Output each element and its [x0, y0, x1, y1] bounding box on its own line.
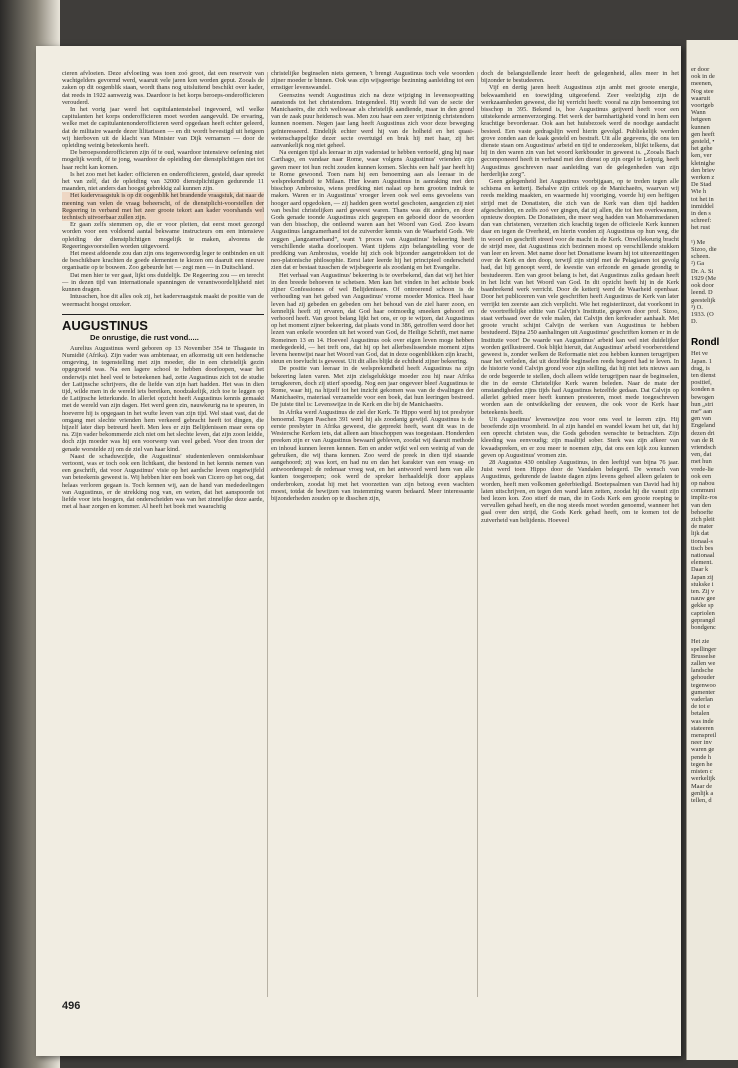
fragment-line: zallen we — [691, 660, 716, 668]
fragment-line: ven, dat — [691, 451, 712, 459]
paragraph: christelijke beginselen niets gemeen, 't brengt Augustinus toch vele woorden zijner moeder te binnen. Ook was zijn wijsgeerige bezinning aanleiding tot een ernstiger levenswandel. — [271, 70, 474, 92]
fragment-line: kunnen — [691, 123, 710, 131]
fragment-line: 1933. (O — [691, 310, 714, 318]
fragment-line: gesteld, • — [691, 138, 715, 146]
paragraph: In Afrika werd Augustinus de ziel der Kerk. Te Hippo werd hij tot presbyter benoemd. Tegen Paschen 391 werd hij als zoodanig gewijd. Augustinus is de eerste presbyter in Afrika geweest, die gepreekt heeft, want dit was in de Westersche Kerken iets, dat alleen aan bisschoppen was toegestaan. Honderden preeken zijn er van Augustinus bewaard gebleven, zoodat wij daaruit methode en inhoud kunnen leeren kennen. Een en ander wijkt wel een weinig af van de gebruiken, die wij thans kennen. Zoo werd de preek in dien tijd staande aangehoord; zij was kort, en had nu en dan het karakter van een vraag- en antwoordenspel: de redenaar vroeg wat, en het antwoord werd hem van alle kanten toegeroepen; ook werd de spreker herhaaldelijk door applaus onderbroken, zoodat hij met het voorzetten van zijn betoog even wachten moest, totdat de bewijzen van instemming waren bedaard. Meer interessante bijzonderheden zouden op te disschen zijn, — [271, 408, 474, 502]
fragment-line: waren ge — [691, 746, 715, 754]
fragment-line: voortgeb — [691, 102, 714, 110]
fragment-line: meenen, — [691, 80, 713, 88]
column-rule-2 — [477, 72, 478, 997]
fragment-line: Engeland — [691, 422, 716, 430]
fragment-line — [691, 631, 738, 638]
fragment-line: hun „stri — [691, 400, 714, 408]
fragment-lines-bottom — [687, 348, 738, 804]
fragment-line: misten c — [691, 768, 713, 776]
paragraph: Het meest afdoende zou dan zijn ons tegenwoordig leger te ontbinden en uit de beschikbare krachten de goede elementen te kiezen om daaruit een nieuwe organisatie op te bouwen. Zoo gebeurde het — zegt men — in Duitschland. — [62, 250, 264, 272]
paragraph: Vijf en dertig jaren heeft Augustinus zijn ambt met groote energie, bekwaamheid en toewijding uitgeoefend. Zeer veelzijdig zijn de werkzaamheden geweest, die hij verricht heeft: vooral na zijn benoeming tot bisschop in 395. Bekend is, hoe Augustinus geijverd heeft voor een uitstekende armenverzorging. Het werk der barmhartigheid vond in hem een krachtige bevorderaar. Ook aan het huisbezoek werd de noodige aandacht besteed. Een vaste gedragslijn werd hierin gevolgd. Publiekelijk werden grove zonden aan de kaak gesteld en bestraft. Uit alle gegevens, die ons ten dienste staan om Augustinus' arbeid en tijd te onderzoeken, blijkt telkens, dat hij in den waren zin van het woord kerkbouder in geweest is. „Zooals Bach gecomponeerd heeft in verband met den dienst op zijn orgel te Leipzig, heeft Augustinus geschreven naar aanleiding van de gelegenheden van zijn herderlijke zorg”. — [481, 84, 679, 178]
paragraph: 28 Augustus 430 ontsliep Augustinus, in den leeftijd van bijna 76 jaar. Juist werd toen Hippo door de Vandalen belegerd. De wensch van Augustinus, gedurende de laatste dagen zijns levens geheel alleen gelaten te worden, heeft men volkomen geëerbiedigd. Boetepsalmen van David had hij laten uitschrijven, en tegen den wand laten zetten, zoodat hij die vanuit zijn bed lezen kon. Zoo stierf de man, die in Gods Kerk een groote roeping te vervullen gehad heeft, en die nog steeds moet worden genoemd, wanneer het gaal over den strijd, die Gods Kerk gehad heeft, om te komen tot de zuiverheid van belijdenis. Hoeveel — [481, 458, 679, 524]
fragment-line: met hun — [691, 458, 712, 466]
fragment-line: capriolen — [691, 609, 715, 617]
fragment-line: positief, — [691, 379, 712, 387]
fragment-line: ook een — [691, 472, 712, 480]
fragment-line: drag, is — [691, 364, 710, 372]
fragment-line: Japan. 1 — [691, 357, 712, 365]
augustinus-article-start — [62, 345, 264, 511]
fragment-line: Het zie — [691, 638, 710, 646]
paragraph: doch de belangstellende lezer heeft de gelegenheid, alles meer in het bijzonder te bestudeeren. — [481, 70, 679, 85]
paragraph: De positie van leeraar in de welsprekendheid heeft Augustinus na zijn bekeering laten varen. Met zijn zielsgelukkige moeder zou hij naar Afrika terugkeeren, doch zij stierf spoedig. Nog een jaar ongeveer bleef Augustinus te Rome, waar hij, na hijzelf tot het inzicht gekomen was van de dwalingen der Manichaeërs, materiaal verzamelde voor een boek, dat hun leeringen bestreed. De juiste titel is: Levenswijze in de Kerk en die bij de Manichaeërs. — [271, 365, 474, 409]
fragment-line: gumenter — [691, 688, 716, 696]
paragraph: Naast de schaduwzijde, die Augustinus' studentenleven onmiskenbaar vertoont, was er toch ook een lichtkant, die bestond in het kennis nemen van een geschrift, dat voor Augustinus' visie op het aardsche leven ongetwijfeld van beteekenis geweest is. Wij hebben hier een boek van Cicero op het oog, dat helaas verloren gegaan is. Toch kennen wij, aan de hand van mededeelingen van Augustinus, er de strekking nog van, en weten, dat het aanspoorde tot liefde voor iets hoogers, dat onderscheiden was van het zinnelijke deze aarde, met al haar zorgen en kommer. Al heeft het boek mei waarachtig — [62, 452, 264, 511]
section-subtitle: De onrustige, die rust vond..... — [90, 332, 199, 342]
fragment-line: betalen — [691, 710, 710, 718]
fragment-line: ten. Zij v — [691, 588, 715, 596]
paragraph: Na eenigen tijd als leeraar in zijn vaderstad te hebben vertoefd, ging hij naar Carthago, en vandaar naar Rome, waar volgens Augustinus' vrienden zijn gaven meer tot hun recht zouden kunnen komen. Slechts een half jaar heeft hij te Rome gewoond. Toen nam hij een benoeming aan als leeraar in de welsprekendheid te Milaan. Hier kwam Augustinus in aanraking met den bisschop Ambrosius, wiens prediking niet nalaat op hem grooten indruk te maken. Waren er in Augustinus' vroeger leven ook wel eens gevoelens van hooger aard opgedoken, — zij hadden geen wortel geschoten, aangezien zij niet van beslist christelijken aard geweest waren. Thans was dit anders, en door Gods genade toonde Augustinus zich gegrepen en geboeid door de woorden van den bisschop, die ontleend waren aan het Woord van God. Zoo kwam Augustinus langzamerhand tot de zuiverder kennis van de Waarheid Gods. We zeggen „langzamerhand”, want 't proces van Augustinus' bekeering heeft verschillende stadia doorloopen. Want tijdens zijn belangstelling voor de prediking van Ambrosius, voelde hij zich ook bijzonder aangetrokken tot de neo-platonische philosophie. Eerst later leerde hij het principieel onderscheid zien dat er bestaat tusschen de wijsbegeerte als zoodanig en het Evangelie. — [271, 149, 474, 272]
fragment-line: tegen he — [691, 760, 713, 768]
paragraph: De beroepsonderofficieren zijn óf te oud, waardoor intensieve oefening niet mogelijk wordt, óf te jong, waardoor de opleiding der dienstplichtigen niet tot haar recht kan komen. — [62, 149, 264, 171]
fragment-line: neer inv — [691, 739, 712, 747]
column-3 — [481, 70, 679, 1005]
fragment-line: de tot e — [691, 703, 710, 711]
fragment-line: stukske i — [691, 580, 714, 588]
fragment-line: Sizoo, die — [691, 246, 717, 254]
fragment-line: Maar de — [691, 782, 713, 790]
fragment-line: van de R — [691, 436, 714, 444]
fragment-line — [691, 232, 738, 239]
fragment-line: nauw gee — [691, 595, 716, 603]
paragraph: Uit Augustinus' levenswijze zou voor ons veel te leeren zijn. Hij beoefende zijn vroomheid. In al zijn handel en wandel kwam het uit, dat hij een oprecht christen was, die Gods geboden wenschte te betrachten. Zijn kleeding was eenvoudig; zijn maaltijd sober. Sterk was zijn afkeer van kwaadspreken, en er zou meer te noemen zijn, dat ons een kijk zou kunnen geven op Augustinus' vromen zin. — [481, 415, 679, 459]
fragment-line: tot het in — [691, 195, 714, 203]
fragment-line: werkelijk — [691, 775, 716, 783]
fragment-line: tionaal-s — [691, 537, 714, 545]
fragment-title: Rondl — [691, 337, 720, 349]
paragraph: Intusschen, hoe dit alles ook zij, het kadervraagstuk maakt de positie van de weermacht hoogst onzeker. — [62, 293, 264, 308]
fragment-line: zich pleit — [691, 515, 715, 523]
fragment-line: Wann — [691, 109, 706, 117]
column-rule-1 — [267, 72, 268, 997]
fragment-line: het rust — [691, 224, 710, 232]
fragment-line: 1929 (Me — [691, 274, 717, 282]
section-title: AUGUSTINUS — [62, 314, 264, 333]
fragment-line: hetgeen — [691, 116, 711, 124]
paragraph: Het kadervraagstuk is op dit oogenblik het brandende vraagstuk, dat naar de meening van velen de vraag beheerscht, of de dienstplicht-voorstellen der Regeering in verband met het zeer groote tekort aan kader voorshands wel technisch uitvoerbaar zullen zijn. — [62, 192, 264, 222]
fragment-line: impliz-ros — [691, 494, 718, 502]
fragment-line: waaruit — [691, 94, 711, 102]
fragment-line: behoefte — [691, 508, 713, 516]
fragment-line: vrede-lie — [691, 465, 714, 473]
fragment-line: tegenwoo — [691, 681, 716, 689]
article-continuation — [62, 70, 264, 308]
fragment-line: ken, ver — [691, 152, 712, 160]
fragment-lines-top — [687, 40, 738, 325]
fragment-line: konden n — [691, 386, 715, 394]
fragment-line: ten dienst — [691, 371, 716, 379]
fragment-line: leend. D — [691, 289, 713, 297]
paragraph: Er gaan zelfs stemmen op, die er voor pleiten, dat eerst moet gezorgd worden voor een voldoend aantal bekwame instructeurs om een intensieve opleiding der dienstplichtigen mogelijk te maken, alvorens de Regeeringsvoorstellen worden uitgevoerd. — [62, 221, 264, 250]
fragment-line: tellen, d — [691, 796, 712, 804]
fragment-line: gehouder — [691, 674, 715, 682]
fragment-line: scheen. — [691, 253, 710, 261]
fragment-line: Dr. A. Si — [691, 267, 714, 275]
fragment-line: menspreil — [691, 732, 717, 740]
fragment-line: spellinger — [691, 645, 717, 653]
fragment-line: kleinighe — [691, 159, 715, 167]
paragraph: Dat men hier te ver gaat, lijkt ons duidelijk. De Regeering zou — en terecht — in dezen tijd van internationale spanningen de verantwoordelijkheid niet kunnen dragen. — [62, 271, 264, 294]
fragment-line: gen van — [691, 415, 712, 423]
fragment-line: vaderlan — [691, 696, 713, 704]
fragment-line: vriendsch — [691, 443, 716, 451]
fragment-line: Nog stee — [691, 87, 714, 95]
fragment-line: nationaal — [691, 552, 715, 559]
fragment-line: D. — [691, 318, 698, 326]
fragment-line: communi — [691, 487, 716, 495]
fragment-line: ook in de — [691, 73, 715, 81]
column-1 — [62, 70, 264, 930]
fragment-line: ³) O. — [691, 303, 703, 311]
fragment-line: de mater — [691, 523, 714, 531]
fragment-line: ²) Ga — [691, 260, 705, 268]
fragment-line: op nabou — [691, 479, 715, 487]
fragment-line: het gehe — [691, 145, 713, 153]
fragment-line: den briev — [691, 166, 715, 174]
fragment-line: Japan zij — [691, 573, 714, 581]
fragment-line: element. — [691, 559, 713, 567]
fragment-line: lijk dat — [691, 530, 709, 538]
fragment-line: me” aan — [691, 407, 713, 415]
paragraph: Het verhaal van Augustinus' bekeering is te overbekend, dan dat wij het hier in den breede behoeven te schetsen. Men kan het vinden in het achtste boek zijner Confessiones of wel Belijdenissen. Of ontroerend schoon is de verhouding van het gebed van Augustinus' vrome moeder Monica. Heel haar leven had zij gebeden en gebeden om het behoud van de ziel harer zoon, en kennelijk heeft zij ervaren, dat God haar ootmoedig smeeken gehoord en verhoord heeft. Van groot belang lijkt het ons, er op te wijzen, dat Augustinus op het moment zijner bekeering, dat plaats vond in 386, getroffen werd door het lezen van enkele woorden uit het woord van God, de Heilige Schrift, met name Romeinen 13 en 14. Hoeveel Augustinus ook over eigen leven moge hebben medegedeeld, — het treft ons, dat hij op het allerbeslissendste moment zijns levens heenwijst naar het Woord van God, dat in deze oogenblikken zijn kracht, steun en toevlucht is geweest. Uit dit alles blijkt de echtheid zijner bekeering. — [271, 271, 474, 366]
fragment-line: pende h — [691, 753, 712, 761]
fragment-line: geprangd — [691, 616, 715, 624]
fragment-line: landsche — [691, 667, 714, 675]
fragment-line: gen heeft — [691, 130, 715, 138]
fragment-line: ook door — [691, 282, 714, 290]
fragment-line: Daar k — [691, 566, 709, 574]
fragment-line: Wie h — [691, 188, 707, 196]
fragment-line: gekke sp — [691, 602, 714, 610]
fragment-line: er door — [691, 66, 710, 73]
fragment-line: dezen dri — [691, 429, 715, 437]
fragment-line: was inde — [691, 717, 714, 725]
fragment-line: bewogen — [691, 393, 715, 401]
paragraph: cieren afvloeien. Deze afvloeiing was toen zoó groot, dat een reservoir van wachtgelders gevormd werd, waaruit vele jaren kon worden geput. Zooals de zaken op dit oogenblik staan, wordt thans nog uitsluitend beschikt over kader, dat reeds in 1922 aanwezig was. Daardoor is het korps beroeps-onderofficieren verouderd. — [62, 70, 264, 106]
fragment-line: De Stad — [691, 181, 712, 189]
fragment-line: in den s — [691, 210, 711, 218]
page-number: 496 — [62, 1000, 81, 1012]
fragment-line: bondgenc — [691, 624, 716, 632]
fragment-line: schreef: — [691, 217, 712, 225]
column-2 — [271, 70, 474, 1005]
paragraph: Geenszins wendt Augustinus zich na deze wijziging in levensopvatting aanstonds tot het christendom. Integendeel. Hij wordt lid van de secte der Manichaeërs, die zich weliswaar als christelijk aandiende, maar in den grond van de zaak puur heidensch was. Men zou haar een zeer vrijzinnig christendom kunnen noemen. Negen jaar lang heeft Augustinus zich voor deze beweging geïnteresseerd. Eindelijk echter werd hij van de holheid en het quasi-wetenschappelijke dezer secte overtuigd en brak hij met haar, zij het aanvankelijk nog niet geheel. — [271, 91, 474, 150]
fragment-line: geestelijk — [691, 296, 716, 304]
paragraph: In het vorig jaar werd het capitulantenstelsel ingevoerd, wil welke capitulanten het korps onderofficieren moet worden aangevuld. De ervaring, welke met de capitulantenonderofficieren werd opgedaan heeft echter geleerd, dat de militaire waarde dezer lilitarissen — en dit wordt bevestigd uit hetgeen wij hierboven uit de klacht van Minister van Dijk vernamen — door de opleiding weinig beteekenis heeft. — [62, 106, 264, 150]
adjacent-page-fragment — [686, 40, 738, 1060]
paragraph: Geen gelegenheid liet Augustinus voorbijgaan, op te treden tegen alle schisma en ketterij. Behalve zijn critiek op de Manichaeërs, waarvan wij reeds melding maakten, en waarmede hij voortging, voerde hij een heftigen strijd met de Donatisten, die zich van de Kerk van dien tijd hadden afgescheiden, en zelfs zoó ver gingen, dat zij allen, die tot hen overkwamen, opnieuw doopten. De Donatisten, die meer weg hadden van Mohammedanen dan van christenen, verzetten zich krachtig tegen de officieele Kerk kunnen daar en tegen de Overheid, en hierin vonden zij Augustinus op hun weg, die in woord en geschrift streed voor de macht in de Kerk. Onwillekeurig bracht de strijd mee, dat Augustinus zich bezinnen moest op verschillende stukken van leer en leven. Met name door het Donatisme kwam hij tot uiteenzettingen over de Kerk en den doop, terwijl zijn strijd met de Pelagianen tot gevolg had, dat hij genoopt werd, de kwestie van erfzonde en genade grondig te bestudeeren. Een van groot belang is het, dat Augustinus zulks gedaan heeft in het licht van het Woord van God. In dit opzicht heeft hij in de Kerk baanbrekend werk verricht. Door de ketterij werd de Waarheid openbaar. Door het publiceeren van vele geschriften heeft Augustinus de Kerk van later verrijkt ten zeerste aan zich verplicht. Wie het registeriinzet, dat voorkomt in de voortreffelijke editie van Calvijn's Institutie, gegeven door prof. Sizoo, staat verbaasd over de vele malen, dat Calvijn den kerkvader aanhaalt. Met groote vrucht schijnt Calvijn de werken van Augustinus te hebben bestudeerd. Bijna 250 aanhalingen uit Augustinus' geschriften komen er in de Institutie voor! De waarde van Augustinus' arbeid kan wel niet duidelijker worden geïllustreerd. Ook blijkt hieruit, dat Augustinus' arbeid voorbereidend geweest is, zonder welken de Reformatie niet zou hebben kunnen terugrijpen naar het verleden, dat uit dezelfde beginselen reeds begeerd had te leven. In de historie vond Calvijn grond voor zijn stelling, dat hij niet iets nieuws aan de orde begeerde te stellen, doch alleen wilde terugrijpen naar de beginselen, die in de eerste Christelijke Kerk waren beleden. Naar de mate der omstandigheden zijns tijds had Augustinus hetzelfde gedaan. Dat Calvijn op allerlei gebied meer heeft kunnen presteeren, moet mede toegeschreven worden aan de ontwikkeling der eeuwen, die ook voor de Kerk haar beteekenis heeft. — [481, 178, 679, 416]
fragment-line: Brusselse — [691, 652, 716, 660]
fragment-line: genlijk a — [691, 789, 714, 797]
fragment-line: Het ve — [691, 350, 708, 358]
fragment-line: inmiddel — [691, 202, 714, 210]
fragment-line: stateeren — [691, 724, 714, 732]
fragment-line: ¹) Me — [691, 238, 706, 246]
fragment-line: van den — [691, 501, 712, 509]
fragment-line: tisch bes — [691, 544, 714, 552]
paragraph: Aurelius Augustinus werd geboren op 13 November 354 te Thagaste in Numidië (Afrika). Zijn vader was ambtenaar, en afkomstig uit een heidensche omgeving, in tegenstelling met zijn moeder, die in een christelijk gezin opgegroeid was. Na een lagere school te hebben doorloopen, waar het onderwijs niet heel veel te beteekenen had, zette Augustinus zich tot de studie der Latijnsche schrijvers, die de liefde van zijn hart hadden. Het was in dien tijd, wilde men in de wereld iets bereiken, noodzakelijk, zich toe te leggen op de Latijnsche letterkunde. In allerlei opzicht heeft Augustinus kennis gemaakt met de wereld van zijn dagen. Het werd geen zin, nauwkeurig na te speuren, in hoeverre hij is opgegaan in het wufte leven van zijn tijd. Wel staat vast, dat de omgang met slechte vrienden hem verkeerd gebracht heeft tot dingen, die hijzelf later diep betreurd heeft. Men lees er zijn Belijdenissen maar eens op na. Zijn vader bekommerde zich niet om het slechte leven, dat zijn zoon leidde, doch zijn moeder was hij een voorwerp van veel gebed. Voor den troon der genade worstelde zij om de ziel van haar kind. — [62, 344, 264, 453]
paragraph: Is het zoo met het kader: officieren en onderofficieren, gesteld, daar spreekt het van zelf, dat de opleiding van 32000 dienstplichtigen gedurende 11 maanden, niet anders dan hoogst gebrekkig zal kunnen zijn. — [62, 170, 264, 193]
fragment-line: werken z — [691, 174, 715, 182]
